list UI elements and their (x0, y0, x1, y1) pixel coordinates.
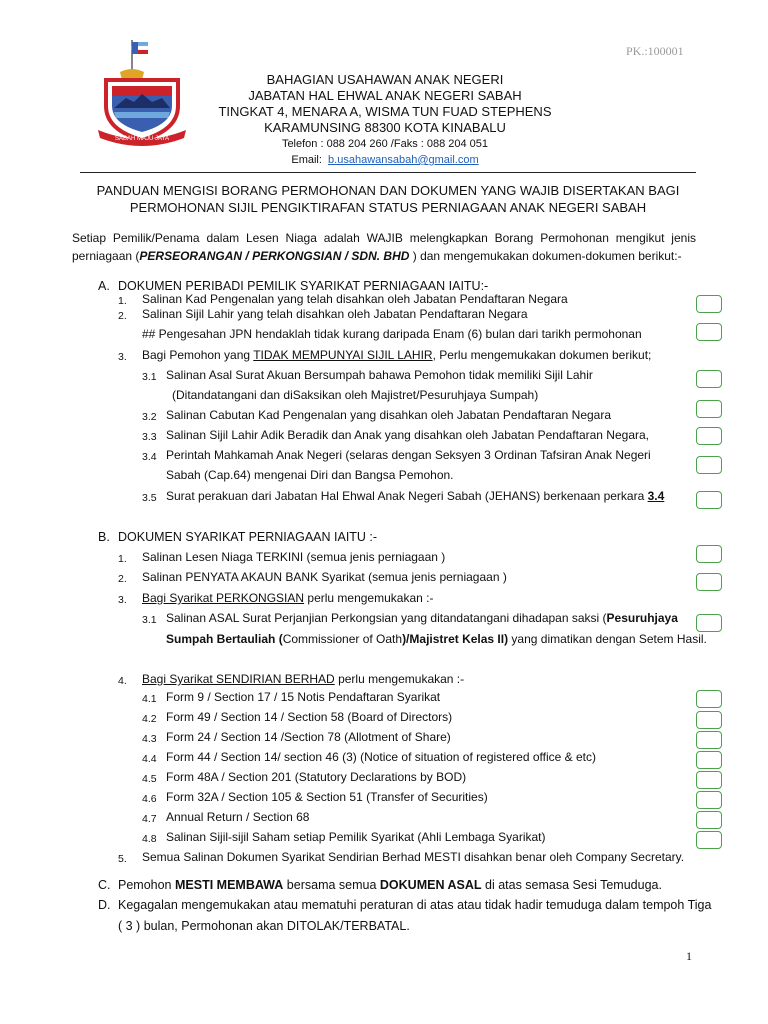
intro-part-1: Setiap Pemilik/Penama dalam Lesen Niaga adalah WAJIB melengkapkan Borang Permohonan mengikut jenis perniagaan ( (72, 231, 696, 263)
b-item-3-partnership: Bagi Syarikat PERKONGSIAN (142, 591, 305, 605)
title-line-2: PERMOHONAN SIJIL PENGIKTIRAFAN STATUS PERNIAGAAN ANAK NEGERI SABAH (129, 200, 647, 215)
letterhead (190, 72, 580, 168)
checkbox-b-4-2[interactable] (696, 711, 722, 729)
email-label: Email: (291, 154, 322, 166)
a-sub-3-1: Salinan Asal Surat Akuan Bersumpah bahawa Pemohon tidak memiliki Sijil Lahir (166, 368, 593, 382)
a-sub-3-5-ref: 3.4 (647, 489, 665, 503)
b-sub-3-1 (166, 611, 678, 626)
intro-paragraph (72, 230, 696, 265)
b-form-4-7: Annual Return / Section 68 (166, 810, 310, 824)
b-item-5-number: 5. (118, 853, 127, 865)
c-must-bring: MESTI MEMBAWA (174, 878, 284, 892)
checkbox-a-3-5[interactable] (696, 491, 722, 509)
b-item-1-number: 1. (118, 553, 127, 565)
b-form-4-3: Form 24 / Section 14 /Section 78 (Allotment of Share) (166, 730, 451, 744)
letterhead-line-1: BAHAGIAN USAHAWAN ANAK NEGERI (266, 72, 504, 87)
checkbox-a-3-2[interactable] (696, 400, 722, 418)
b-form-4-6-number: 4.6 (142, 793, 157, 805)
b-item-5: Semua Salinan Dokumen Syarikat Sendirian Berhad MESTI disahkan benar oleh Company Secretary. (142, 850, 685, 864)
a-item-1-number: 1. (118, 295, 127, 307)
checkbox-a-1[interactable] (696, 295, 722, 313)
letterhead-line-4: KARAMUNSING 88300 KOTA KINABALU (264, 120, 506, 135)
header-divider (80, 172, 696, 173)
checkbox-b-1[interactable] (696, 545, 722, 563)
a-sub-3-5 (166, 489, 664, 504)
checkbox-b-4-1[interactable] (696, 690, 722, 708)
b-item-1: Salinan Lesen Niaga TERKINI (semua jenis perniagaan ) (142, 550, 446, 564)
c-original-docs: DOKUMEN ASAL (379, 878, 482, 892)
checkbox-a-3-4[interactable] (696, 456, 722, 474)
a-sub-3-1-number: 3.1 (142, 371, 157, 383)
b-item-4-suffix: perlu mengemukakan :- (334, 672, 465, 686)
b-item-2: Salinan PENYATA AKAUN BANK Syarikat (semua jenis perniagaan ) (142, 570, 507, 584)
b-item-3-number: 3. (118, 594, 127, 606)
section-c-letter: C. (98, 878, 111, 892)
checkbox-b-4-5[interactable] (696, 771, 722, 789)
a-sub-3-3: Salinan Sijil Lahir Adik Beradik dan Anak yang disahkan oleh Jabatan Pendaftaran Negara, (166, 428, 649, 442)
section-d-letter: D. (98, 898, 111, 912)
a-sub-3-4: Perintah Mahkamah Anak Negeri (selaras dengan Seksyen 3 Ordinan Tafsiran Anak Negeri (166, 448, 651, 462)
letterhead-line-2: JABATAN HAL EHWAL ANAK NEGERI SABAH (248, 88, 522, 103)
a-item-2-number: 2. (118, 310, 127, 322)
a-sub-3-5-number: 3.5 (142, 492, 157, 504)
svg-text:SABAH MAJU JAYA: SABAH MAJU JAYA (114, 136, 170, 142)
checkbox-a-3-1[interactable] (696, 370, 722, 388)
b-form-4-8: Salinan Sijil-sijil Saham setiap Pemilik Syarikat (Ahli Lembaga Syarikat) (166, 830, 546, 844)
document-reference: PK.:100001 (626, 44, 684, 58)
b-form-4-5: Form 48A / Section 201 (Statutory Declarations by BOD) (166, 770, 467, 784)
telephone-fax: Telefon : 088 204 260 /Faks : 088 204 051 (281, 138, 489, 150)
intro-part-2: ) dan mengemukakan dokumen-dokumen berikut:- (409, 248, 682, 263)
a-item-2: Salinan Sijil Lahir yang telah disahkan oleh Jabatan Pendaftaran Negara (142, 307, 528, 321)
b-sub-3-1-cont (166, 632, 707, 647)
b-sub-3-1-number: 3.1 (142, 614, 157, 626)
c-suffix: di atas semasa Sesi Temuduga. (481, 878, 662, 892)
b-item-3 (142, 591, 433, 606)
a-sub-3-3-number: 3.3 (142, 431, 157, 443)
a-item-3-suffix: , Perlu mengemukakan dokumen berikut; (432, 348, 652, 362)
c-prefix: Pemohon (118, 878, 175, 892)
checkbox-b-4-3[interactable] (696, 731, 722, 749)
section-d-line-2: ( 3 ) bulan, Permohonan akan DITOLAK/TERBATAL. (118, 919, 410, 933)
b-form-4-1-number: 4.1 (142, 693, 157, 705)
b-form-4-4-number: 4.4 (142, 753, 157, 765)
page-number: 1 (686, 949, 692, 963)
checkbox-b-4-6[interactable] (696, 791, 722, 809)
a-sub-3-5-text: Surat perakuan dari Jabatan Hal Ehwal Anak Negeri Sabah (JEHANS) berkenaan perkara (166, 489, 648, 503)
b-item-2-number: 2. (118, 573, 127, 585)
section-d-line-1: Kegagalan mengemukakan atau mematuhi peraturan di atas atau tidak hadir temuduga dalam tempoh Tiga (118, 898, 712, 912)
a-item-1: Salinan Kad Pengenalan yang telah disahkan oleh Jabatan Pendaftaran Negara (142, 292, 568, 306)
b-sub-3-1-stamp: yang dimatikan dengan Setem Hasil. (508, 632, 707, 646)
checkbox-b-2[interactable] (696, 573, 722, 591)
email-link[interactable]: b.usahawansabah@gmail.com (328, 154, 479, 166)
b-form-4-3-number: 4.3 (142, 733, 157, 745)
section-c-text (118, 878, 662, 893)
checkbox-a-3-3[interactable] (696, 427, 722, 445)
checkbox-b-4-8[interactable] (696, 831, 722, 849)
a-item-3 (142, 348, 651, 363)
b-form-4-1: Form 9 / Section 17 / 15 Notis Pendaftaran Syarikat (166, 690, 441, 704)
checkbox-b-4-7[interactable] (696, 811, 722, 829)
section-b-letter: B. (98, 530, 110, 544)
b-form-4-5-number: 4.5 (142, 773, 157, 785)
b-sub-3-1-text: Salinan ASAL Surat Perjanjian Perkongsian yang ditandatangani dihadapan saksi ( (166, 611, 607, 625)
a-item-3-no-birth-cert: TIDAK MEMPUNYAI SIJIL LAHIR (253, 348, 433, 362)
b-form-4-7-number: 4.7 (142, 813, 157, 825)
b-item-4-sdn-bhd: Bagi Syarikat SENDIRIAN BERHAD (142, 672, 335, 686)
document-title (80, 182, 696, 216)
a-sub-3-2: Salinan Cabutan Kad Pengenalan yang disahkan oleh Jabatan Pendaftaran Negara (166, 408, 612, 422)
c-middle: bersama semua (283, 878, 380, 892)
a-item-3-prefix: Bagi Pemohon yang (142, 348, 254, 362)
b-item-3-suffix: perlu mengemukakan :- (304, 591, 434, 605)
b-form-4-8-number: 4.8 (142, 833, 157, 845)
a-item-2-note: ## Pengesahan JPN hendaklah tidak kurang daripada Enam (6) bulan dari tarikh permohonan (142, 327, 642, 341)
checkbox-b-4-4[interactable] (696, 751, 722, 769)
section-a-letter: A. (98, 279, 110, 293)
b-sub-3-1-magistrate: )/Majistret Kelas II) (402, 632, 509, 646)
letterhead-line-3: TINGKAT 4, MENARA A, WISMA TUN FUAD STEPHENS (218, 104, 552, 119)
a-item-3-number: 3. (118, 351, 127, 363)
checkbox-a-2[interactable] (696, 323, 722, 341)
b-sub-3-1-oath: Commissioner of Oath (282, 632, 403, 646)
a-sub-3-4-number: 3.4 (142, 451, 157, 463)
b-item-4 (142, 672, 464, 687)
section-b-heading: DOKUMEN SYARIKAT PERNIAGAAN IAITU :- (118, 530, 378, 544)
b-form-4-4: Form 44 / Section 14/ section 46 (3) (Notice of situation of registered office & etc) (166, 750, 596, 764)
b-form-4-2: Form 49 / Section 14 / Section 58 (Board of Directors) (166, 710, 453, 724)
a-sub-3-2-number: 3.2 (142, 411, 157, 423)
b-sub-3-1-oath-bold: Sumpah Bertauliah ( (166, 632, 283, 646)
title-line-1: PANDUAN MENGISI BORANG PERMOHONAN DAN DOKUMEN YANG WAJIB DISERTAKAN BAGI (96, 183, 680, 198)
sabah-coat-of-arms-logo (92, 36, 192, 146)
a-sub-3-4-cont: Sabah (Cap.64) mengenai Diri dan Bangsa Pemohon. (166, 468, 454, 482)
intro-business-types: PERSEORANGAN / PERKONGSIAN / SDN. BHD (139, 248, 410, 263)
b-sub-3-1-commissioner: Pesuruhjaya (606, 611, 678, 625)
b-item-4-number: 4. (118, 675, 127, 687)
section-a-heading: DOKUMEN PERIBADI PEMILIK SYARIKAT PERNIAGAAN IAITU:- (118, 279, 489, 293)
a-sub-3-1-note: (Ditandatangani dan diSaksikan oleh Majistret/Pesuruhjaya Sumpah) (172, 388, 539, 402)
b-form-4-2-number: 4.2 (142, 713, 157, 725)
b-form-4-6: Form 32A / Section 105 & Section 51 (Transfer of Securities) (166, 790, 488, 804)
checkbox-b-3-1[interactable] (696, 614, 722, 632)
email-line (190, 152, 580, 168)
